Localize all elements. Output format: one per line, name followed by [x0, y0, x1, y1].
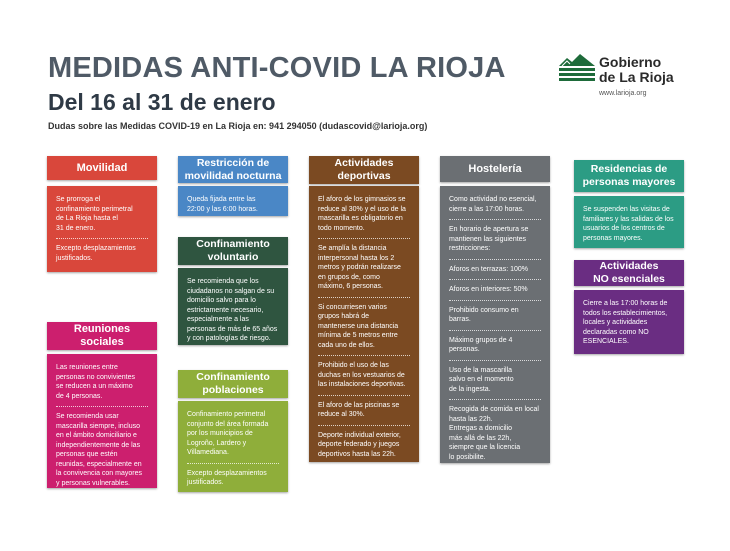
card-confinamiento-voluntario-title: Confinamiento voluntario: [178, 237, 288, 265]
card-hosteleria: [440, 156, 550, 463]
mountains-logo-icon: [559, 54, 595, 84]
list-item: Prohibido el uso de las duchas en los vestuarios de las instalaciones deportivas.: [318, 356, 410, 396]
card-confinamiento-voluntario-body: [178, 268, 288, 345]
card-hosteleria-title: Hostelería: [440, 156, 550, 182]
card-movilidad-title: Movilidad: [47, 156, 157, 180]
list-item: Se prorroga el confinamiento perimetral de La Rioja hasta el 31 de enero.: [56, 190, 148, 239]
card-confinamiento-voluntario: [178, 237, 288, 345]
logo-name: [599, 55, 674, 85]
logo-name-line1: Gobierno: [599, 54, 662, 70]
list-item: Queda fijada entre las 22:00 y las 6:00 horas.: [187, 196, 258, 213]
card-residencias-body: [574, 196, 684, 248]
card-nocturna: [178, 156, 288, 216]
card-movilidad-body: [47, 186, 157, 272]
card-residencias: [574, 160, 684, 248]
list-item: Prohibido consumo en barras.: [449, 301, 541, 331]
list-item: Como actividad no esencial, cierre a las 17:00 horas.: [449, 190, 541, 220]
card-reuniones: [47, 322, 157, 488]
list-item: Uso de la mascarilla salvo en el momento de la ingesta.: [449, 361, 541, 401]
card-hosteleria-body: [440, 186, 550, 463]
card-no-esenciales-body: [574, 290, 684, 354]
list-item: Las reuniones entre personas no convivientes se reducen a un máximo de 4 personas.: [56, 358, 148, 407]
page-subtitle: Del 16 al 31 de enero: [48, 89, 276, 115]
list-item: Se suspenden las visitas de familiares y las salidas de los usuarios de los centros de personas mayores.: [583, 206, 674, 242]
page-title: MEDIDAS ANTI-COVID LA RIOJA: [48, 52, 506, 84]
card-reuniones-body: [47, 354, 157, 488]
card-deportivas: [309, 156, 419, 462]
card-residencias-title: Residencias de personas mayores: [574, 160, 684, 192]
logo-name-line2: de La Rioja: [599, 69, 674, 85]
card-movilidad: [47, 156, 157, 272]
list-item: Aforos en interiores: 50%: [449, 280, 541, 301]
card-deportivas-body: [309, 186, 419, 462]
card-no-esenciales-title: Actividades NO esenciales: [574, 260, 684, 286]
gobierno-logo: [559, 54, 699, 100]
list-item: Se recomienda que los ciudadanos no salgan de su domicilio salvo para lo estrictamente necesario, especialmente a las personas de más de 65 años y con patologías de riesgo.: [187, 278, 278, 342]
card-no-esenciales: [574, 260, 684, 354]
list-item: Excepto desplazamientos justificados.: [187, 469, 267, 486]
list-item: Si concurriesen varios grupos habrá de mantenerse una distancia mínima de 5 metros entre cada uno de ellos.: [318, 298, 410, 357]
list-item: Cierre a las 17:00 horas de todos los establecimientos, locales y actividades declaradas como NO ESENCIALES.: [583, 300, 668, 345]
card-confinamiento-poblaciones: [178, 370, 288, 492]
list-item: En horario de apertura se mantienen las siguientes restricciones:: [449, 220, 541, 260]
card-confinamiento-poblaciones-body: [178, 401, 288, 492]
card-nocturna-title: Restricción de movilidad nocturna: [178, 156, 288, 183]
list-item: Aforos en terrazas: 100%: [449, 260, 541, 281]
card-confinamiento-poblaciones-title: Confinamiento poblaciones: [178, 370, 288, 398]
list-item: Confinamiento perimetral conjunto del área formada por los municipios de Logroño, Lardero y Villamediana.: [187, 405, 279, 464]
list-item: Máximo grupos de 4 personas.: [449, 331, 541, 361]
contact-info: Dudas sobre las Medidas COVID-19 en La Rioja en: 941 294050 (dudascovid@larioja.org): [48, 121, 428, 131]
card-deportivas-title: Actividades deportivas: [309, 156, 419, 184]
card-reuniones-title: Reuniones sociales: [47, 322, 157, 350]
card-nocturna-body: [178, 186, 288, 216]
list-item: Recogida de comida en local hasta las 22h. Entregas a domicilio más allá de las 22h, siempre que la licencia lo posibilite.: [449, 406, 539, 461]
list-item: El aforo de las piscinas se reduce al 30%.: [318, 396, 410, 426]
list-item: Se recomienda usar mascarilla siempre, incluso en el ámbito domiciliario e independientemente de las personas que estén reunidas, especialmente en la convivencia con mayores y personas vulnerables.: [56, 413, 142, 487]
list-item: El aforo de los gimnasios se reduce al 30% y el uso de la mascarilla es obligatorio en todo momento.: [318, 190, 410, 239]
list-item: Se amplía la distancia interpersonal hasta los 2 metros y podrán realizarse en grupos de, como máximo, 6 personas.: [318, 239, 410, 298]
list-item: Deporte individual exterior, deporte federado y juegos deportivos hasta las 22h.: [318, 431, 401, 458]
logo-url[interactable]: www.larioja.org: [599, 90, 647, 97]
list-item: Excepto desplazamientos justificados.: [56, 245, 136, 262]
